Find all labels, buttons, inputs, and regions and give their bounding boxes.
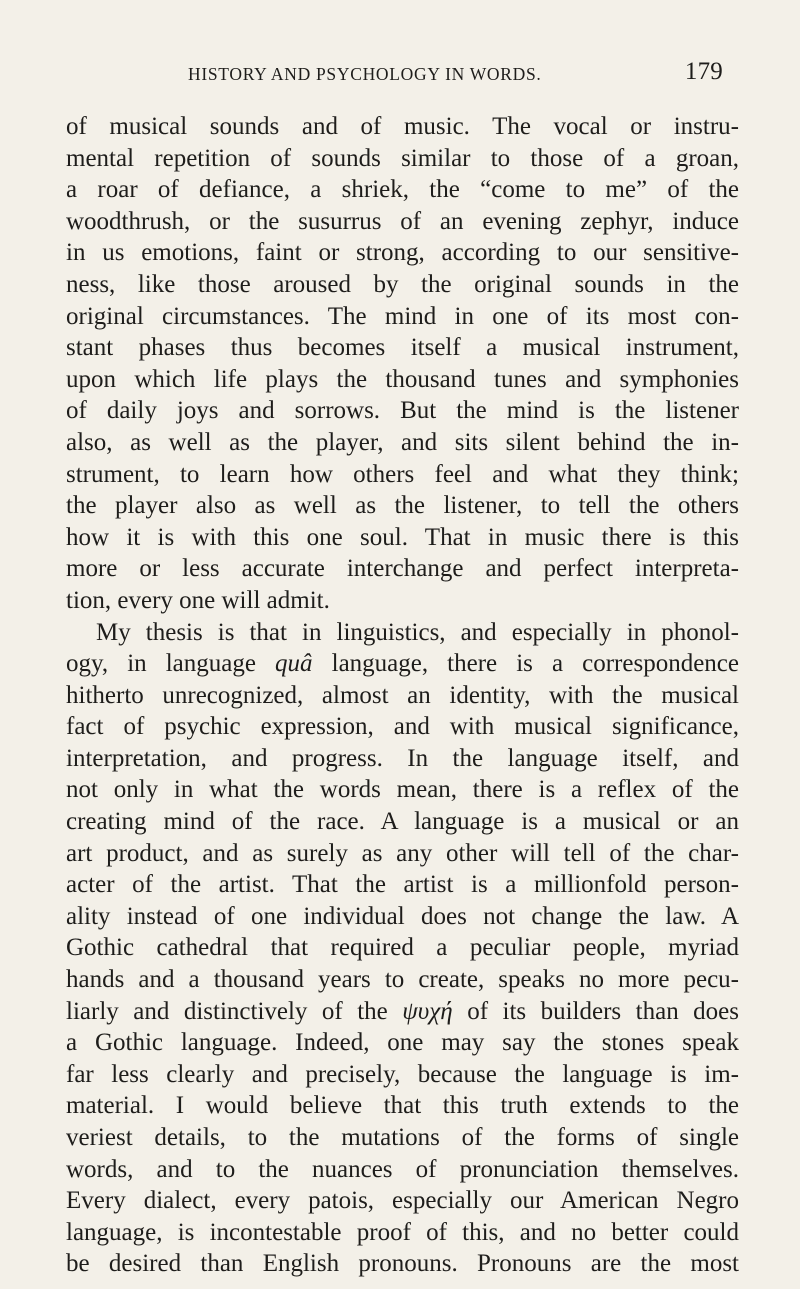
text-line: art product, and as surely as any other will tell of the char- xyxy=(66,839,739,867)
body-text xyxy=(66,111,739,1280)
running-head xyxy=(130,58,723,88)
text-line xyxy=(66,648,739,680)
text-line: strument, to learn how others feel and what they think; xyxy=(66,460,739,488)
text-line: mental repetition of sounds similar to those of a groan, xyxy=(66,144,739,172)
text-line: a Gothic language. Indeed, one may say the stones speak xyxy=(66,1029,739,1057)
italic-term: quâ xyxy=(275,650,313,678)
text-line: be desired than English pronouns. Pronouns are the most xyxy=(66,1250,739,1278)
text-line: the player also as well as the listener, to tell the others xyxy=(66,492,739,520)
text-line: creating mind of the race. A language is a musical or an xyxy=(66,808,739,836)
text-line: Every dialect, every patois, especially our American Negro xyxy=(66,1187,739,1215)
text-line: acter of the artist. That the artist is a millionfold person- xyxy=(66,871,739,899)
text-line xyxy=(66,996,739,1028)
text-line: far less clearly and precisely, because the language is im- xyxy=(66,1060,739,1088)
text-line: stant phases thus becomes itself a musical instrument, xyxy=(66,334,739,362)
text-line: upon which life plays the thousand tunes and symphonies xyxy=(66,365,739,393)
text-line: language, is incontestable proof of this, and no better could xyxy=(66,1218,739,1246)
text-line: not only in what the words mean, there is a reflex of the xyxy=(66,776,739,804)
text-line: ality instead of one individual does not change the law. A xyxy=(66,902,739,930)
text-line: of musical sounds and of music. The vocal or instru- xyxy=(66,113,739,140)
text-line: more or less accurate interchange and perfect interpreta- xyxy=(66,555,739,583)
text-line: Gothic cathedral that required a peculiar people, myriad xyxy=(66,934,739,962)
text-line: also, as well as the player, and sits silent behind the in- xyxy=(66,428,739,456)
page-number: 179 xyxy=(684,58,723,85)
text-line: tion, every one will admit. xyxy=(66,586,330,614)
text-line: veriest details, to the mutations of the forms of single xyxy=(66,1124,739,1151)
text-line: woodthrush, or the susurrus of an evening zephyr, induce xyxy=(66,207,739,235)
text-line: My thesis is that in linguistics, and especially in phonol- xyxy=(96,618,739,646)
text-line: interpretation, and progress. In the language itself, and xyxy=(66,744,739,772)
text-line: hitherto unrecognized, almost an identity, with the musical xyxy=(66,681,739,709)
text-segment: ogy, in language xyxy=(66,650,256,678)
text-line: how it is with this one soul. That in music there is this xyxy=(66,523,739,551)
text-line: hands and a thousand years to create, speaks no more pecu- xyxy=(66,966,739,994)
text-line: fact of psychic expression, and with musical significance, xyxy=(66,713,739,741)
text-line: of daily joys and sorrows. But the mind is the listener xyxy=(66,397,739,425)
text-line: a roar of defiance, a shriek, the “come to me” of the xyxy=(66,176,739,204)
greek-word: ψυχή xyxy=(402,997,453,1025)
running-title: HISTORY AND PSYCHOLOGY IN WORDS. xyxy=(188,64,542,84)
text-segment: language, there is a correspondence xyxy=(331,650,740,678)
text-segment: of its builders than does xyxy=(467,997,740,1025)
text-line: material. I would believe that this truth extends to the xyxy=(66,1092,739,1120)
text-segment: liarly and distinctively of the xyxy=(66,997,388,1025)
text-line: in us emotions, faint or strong, according to our sensitive- xyxy=(66,239,739,267)
text-line: words, and to the nuances of pronunciation themselves. xyxy=(66,1155,739,1183)
text-line: original circumstances. The mind in one of its most con- xyxy=(66,302,739,330)
text-line: ness, like those aroused by the original sounds in the xyxy=(66,270,739,298)
